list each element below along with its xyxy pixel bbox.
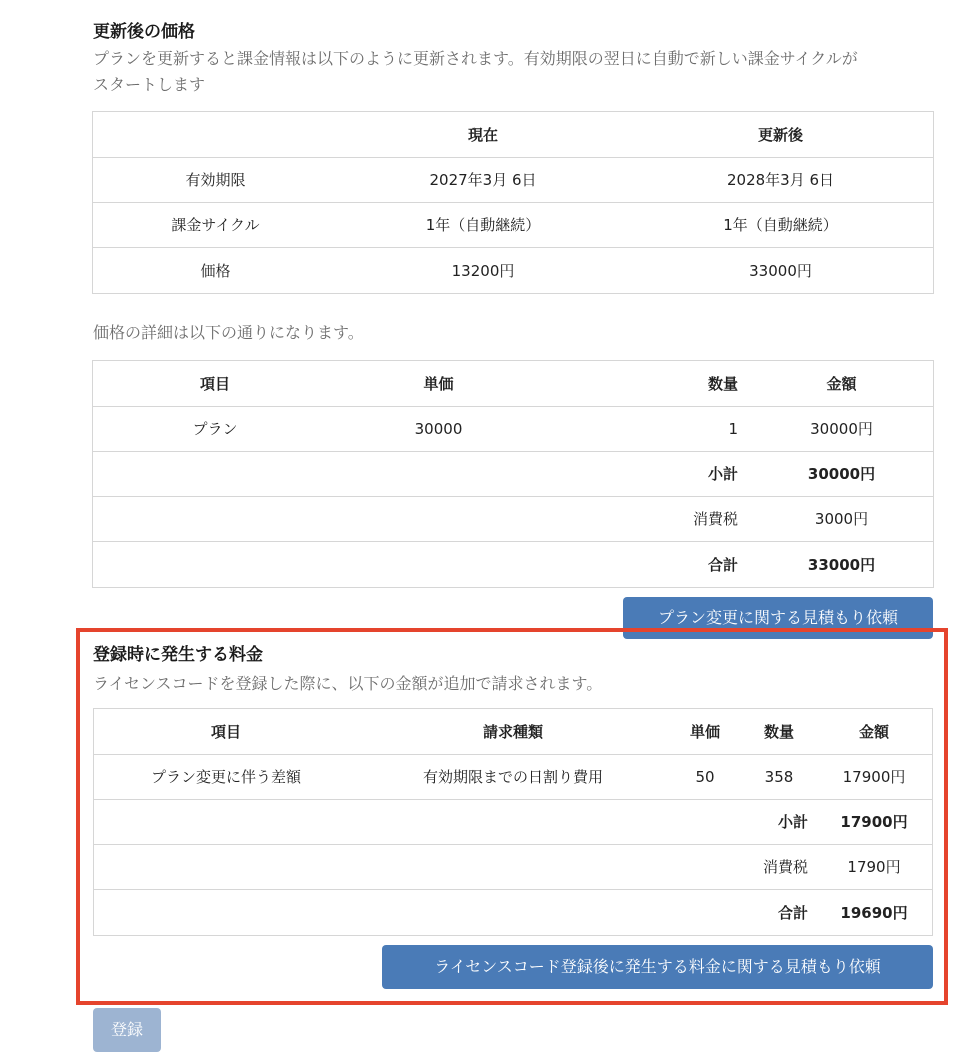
price-detail-tax-label: 消費税 bbox=[540, 496, 750, 541]
empty-cell bbox=[337, 541, 540, 587]
renewal-header-current: 現在 bbox=[467, 125, 498, 144]
empty-cell bbox=[668, 844, 742, 889]
renewal-table bbox=[93, 112, 933, 293]
price-detail-header-row bbox=[93, 361, 933, 406]
price-detail-table bbox=[93, 361, 933, 587]
renewal-description bbox=[93, 46, 933, 98]
renewal-price-label: 価格 bbox=[93, 247, 338, 293]
empty-cell bbox=[337, 496, 540, 541]
table-row bbox=[94, 844, 932, 889]
price-detail-quantity: 1 bbox=[540, 406, 750, 451]
table-row bbox=[93, 451, 933, 496]
license-registration-quote-button[interactable]: ライセンスコード登録後に発生する料金に関する見積もり依頼 bbox=[382, 945, 933, 989]
price-detail-unit-price: 30000 bbox=[337, 406, 540, 451]
registration-fee-header-unit-price: 単価 bbox=[689, 722, 720, 741]
price-detail-amount: 30000円 bbox=[750, 406, 933, 451]
registration-fee-header-billing-type: 請求種類 bbox=[482, 722, 543, 741]
registration-fee-header-row bbox=[94, 709, 932, 754]
price-detail-header-item: 項目 bbox=[199, 374, 230, 393]
price-detail-tax-value: 3000円 bbox=[750, 496, 933, 541]
registration-fee-amount: 17900円 bbox=[816, 754, 932, 799]
renewal-section-title: 更新後の価格 bbox=[93, 22, 195, 42]
plan-change-quote-button[interactable]: プラン変更に関する見積もり依頼 bbox=[623, 597, 933, 639]
empty-cell bbox=[93, 541, 337, 587]
renewal-cycle-updated: 1年（自動継続） bbox=[628, 202, 933, 247]
empty-cell bbox=[668, 799, 742, 844]
registration-fee-header-item: 項目 bbox=[210, 722, 241, 741]
registration-fee-subtotal-value: 17900円 bbox=[816, 799, 932, 844]
renewal-cycle-label: 課金サイクル bbox=[93, 202, 338, 247]
table-row bbox=[93, 406, 933, 451]
registration-fee-header-amount: 金額 bbox=[858, 722, 889, 741]
registration-fee-title: 登録時に発生する料金 bbox=[93, 645, 263, 665]
renewal-expiry-label: 有効期限 bbox=[93, 157, 338, 202]
price-detail-subtotal-label: 小計 bbox=[540, 451, 750, 496]
renewal-price-current: 13200円 bbox=[338, 247, 628, 293]
price-detail-header-quantity: 数量 bbox=[707, 374, 738, 393]
empty-cell bbox=[668, 889, 742, 935]
registration-fee-billing-type: 有効期限までの日割り費用 bbox=[358, 754, 668, 799]
renewal-expiry-current: 2027年3月 6日 bbox=[338, 157, 628, 202]
renewal-expiry-updated: 2028年3月 6日 bbox=[628, 157, 933, 202]
price-detail-header-unit-price: 単価 bbox=[423, 374, 454, 393]
empty-cell bbox=[94, 799, 358, 844]
registration-fee-header-quantity: 数量 bbox=[763, 722, 794, 741]
renewal-price-updated: 33000円 bbox=[628, 247, 933, 293]
price-detail-total-value: 33000円 bbox=[750, 541, 933, 587]
renewal-header-empty bbox=[93, 112, 338, 157]
table-row bbox=[93, 202, 933, 247]
price-detail-item: プラン bbox=[93, 406, 337, 451]
renewal-table-header-row bbox=[93, 112, 933, 157]
table-row bbox=[93, 157, 933, 202]
register-button[interactable]: 登録 bbox=[93, 1008, 161, 1052]
price-detail-description: 価格の詳細は以下の通りになります。 bbox=[93, 323, 364, 342]
price-detail-total-label: 合計 bbox=[540, 541, 750, 587]
table-row bbox=[94, 799, 932, 844]
price-detail-header-amount: 金額 bbox=[826, 374, 857, 393]
registration-fee-item: プラン変更に伴う差額 bbox=[94, 754, 358, 799]
registration-fee-quantity: 358 bbox=[742, 754, 816, 799]
empty-cell bbox=[358, 889, 668, 935]
price-detail-subtotal-value: 30000円 bbox=[750, 451, 933, 496]
registration-fee-total-value: 19690円 bbox=[816, 889, 932, 935]
registration-fee-description: ライセンスコードを登録した際に、以下の金額が追加で請求されます。 bbox=[93, 674, 603, 693]
registration-fee-subtotal-label: 小計 bbox=[742, 799, 816, 844]
table-row bbox=[93, 541, 933, 587]
registration-fee-unit-price: 50 bbox=[668, 754, 742, 799]
renewal-description-line-2: スタートします bbox=[93, 75, 206, 94]
empty-cell bbox=[358, 799, 668, 844]
empty-cell bbox=[358, 844, 668, 889]
empty-cell bbox=[337, 451, 540, 496]
table-row bbox=[93, 247, 933, 293]
registration-fee-tax-value: 1790円 bbox=[816, 844, 932, 889]
registration-fee-tax-label: 消費税 bbox=[742, 844, 816, 889]
registration-fee-total-label: 合計 bbox=[742, 889, 816, 935]
table-row bbox=[94, 889, 932, 935]
renewal-header-updated: 更新後 bbox=[757, 125, 803, 144]
renewal-description-line-1: プランを更新すると課金情報は以下のように更新されます。有効期限の翌日に自動で新しい課金サイクルが bbox=[93, 49, 858, 68]
empty-cell bbox=[93, 451, 337, 496]
empty-cell bbox=[94, 844, 358, 889]
table-row bbox=[93, 496, 933, 541]
renewal-cycle-current: 1年（自動継続） bbox=[338, 202, 628, 247]
empty-cell bbox=[93, 496, 337, 541]
table-row bbox=[94, 754, 932, 799]
empty-cell bbox=[94, 889, 358, 935]
registration-fee-table bbox=[94, 709, 932, 935]
